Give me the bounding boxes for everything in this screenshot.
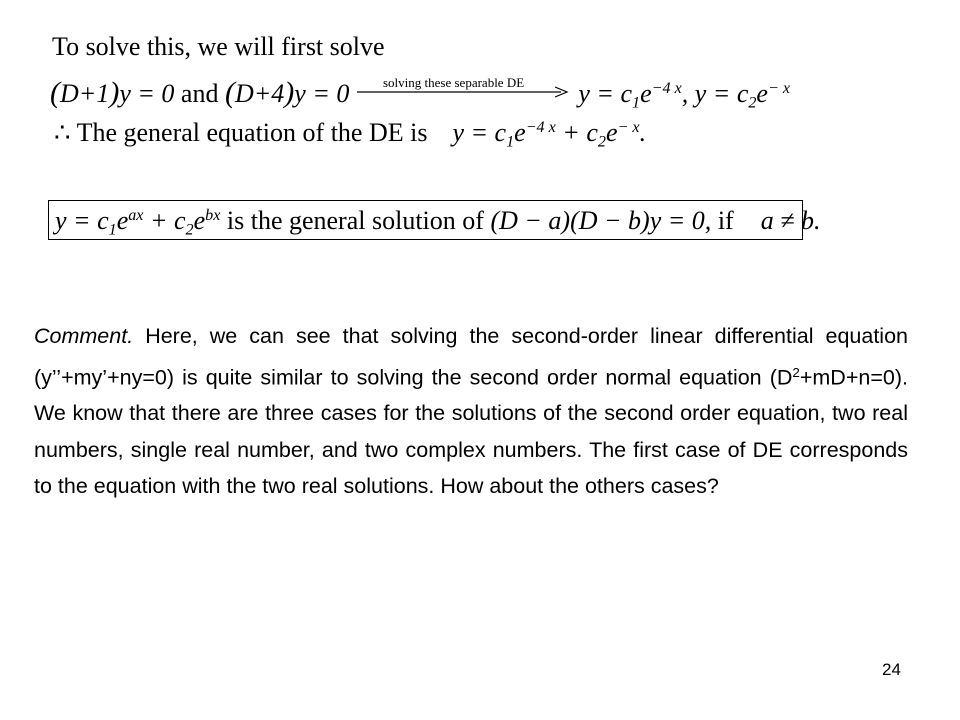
general-equation-line (54, 118, 646, 152)
comment-paragraph (34, 318, 908, 505)
comment-superscript: 2 (792, 364, 800, 380)
boxed-formula: $y = c_1e^{ax} + c_2e^{bx}$ (55, 206, 221, 239)
equation-d-plus-4: (D+4)y = 0 (224, 76, 350, 109)
therefore-symbol: ∴ (54, 118, 71, 147)
boxed-condition: a ≠ b. (760, 206, 821, 235)
therefore-text: The general equation of the DE is (76, 118, 428, 147)
intro-line: To solve this, we will first solve (52, 32, 385, 61)
right-arrow-icon (357, 86, 569, 98)
boxed-content (55, 206, 820, 240)
boxed-if: if (717, 206, 734, 235)
arrow-label: solving these separable DE (383, 75, 525, 90)
and-word: and (180, 79, 219, 108)
comment-lead: Comment. (34, 324, 134, 348)
page-number: 24 (882, 660, 901, 679)
boxed-statement (48, 200, 821, 240)
comment-body-1: Here, we can see that solving the second-order linear differential equation (y’’+my’+ny=0) is quite similar to solving the second order normal equation (D (34, 324, 908, 389)
result-one: $y = c_1e^{-4 x}$, (578, 79, 689, 112)
boxed-equation: (D − a)(D − b)y = 0, (490, 206, 712, 235)
equation-d-plus-1: (D+1)y = 0 (50, 76, 175, 109)
result-two: $y = c_2e^{- x}$ (694, 79, 791, 112)
general-solution: $y = c_1e^{-4 x} + c_2e^{- x}$. (452, 118, 647, 151)
boxed-text: is the general solution of (226, 206, 484, 235)
comment-body-2: +mD+n=0). We know that there are three cases for the solutions of the second order equation, two real numbers, single real number, and two complex numbers. The first case of DE corresponds to the equation with the two real solutions. How about the others cases? (34, 364, 908, 499)
